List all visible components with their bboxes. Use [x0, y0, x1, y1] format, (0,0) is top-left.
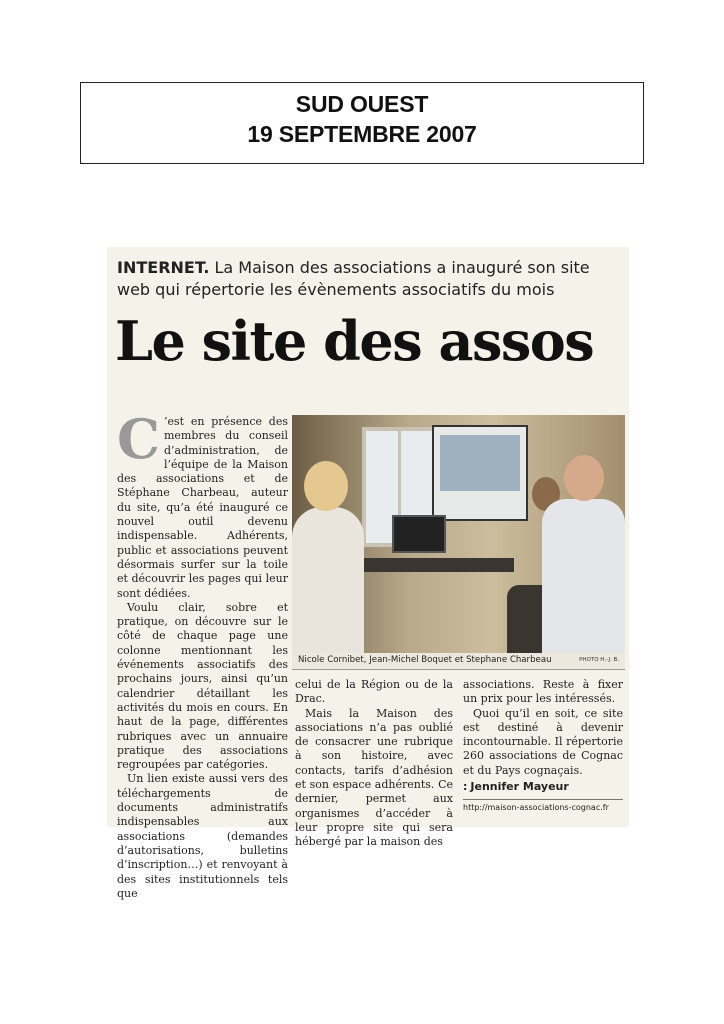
- article-column-1: [117, 407, 288, 901]
- article-column-3: [463, 678, 623, 794]
- paragraph: C ’est en présence des membres du conseil d’administration, de l’équipe de la Maison des associations et de Stéphane Charbeau, auteur du site, qu’a été inauguré ce nouvel outil devenu indispensable. Adhérents, public et associations peuvent désormais surfer sur la toile et découvrir les pages qui leur sont dédiées.: [117, 407, 288, 600]
- article-column-2: [295, 678, 453, 850]
- header-box: [80, 82, 644, 164]
- paragraph: Voulu clair, sobre et pratique, on découvre sur le côté de chaque page une colonne mentionnant les événements associatifs des prochains jours, ainsi qu’un calendrier détaillant les activités du mois en cours. En haut de la page, différentes rubriques avec un annuaire pratique des associations regroupées par catégories.: [117, 600, 288, 772]
- paragraph: Mais la Maison des associations n’a pas oublié de consacrer une rubrique à son histoire, avec contacts, tarifs d’adhésion et son espace adhérents. Ce dernier, permet aux organismes d’accéder à leur propre site qui sera hébergé par la maison des: [295, 706, 453, 849]
- photo-credit: PHOTO H.-J. B.: [579, 657, 619, 663]
- person-1-figure: [292, 507, 364, 653]
- author-name: Jennifer Mayeur: [470, 780, 569, 794]
- photo-caption: [292, 653, 625, 670]
- kicker: [117, 257, 622, 301]
- headline: Le site des assos: [115, 309, 594, 373]
- kicker-label: INTERNET.: [117, 258, 210, 277]
- paragraph: associations. Reste à fixer un prix pour les intéressés.: [463, 678, 623, 706]
- paragraph: celui de la Région ou de la Drac.: [295, 678, 453, 706]
- drop-cap: C: [117, 407, 160, 471]
- person-3-figure: [542, 499, 625, 653]
- paragraph: Quoi qu’il en soit, ce site est destiné à devenir incontournable. Il répertorie 260 associations de Cognac et du Pays cognaçais.: [463, 706, 623, 777]
- laptop-image: [392, 515, 446, 553]
- newspaper-name: SUD OUEST: [295, 91, 429, 117]
- person-3-head: [564, 455, 604, 501]
- table-image: [364, 558, 514, 572]
- person-1-head: [304, 461, 348, 511]
- kicker-text: La Maison des associations a inauguré son site web qui répertorie les évènements associatifs du mois: [117, 258, 590, 299]
- website-url[interactable]: http://maison-associations-cognac.fr: [463, 799, 623, 812]
- signature-mark: :: [463, 780, 468, 794]
- caption-text: Nicole Cornibet, Jean-Michel Boquet et Stephane Charbeau: [298, 655, 552, 665]
- author-signature: [463, 780, 623, 794]
- article-photo: [292, 415, 625, 653]
- projection-screen-image: [432, 425, 528, 521]
- newspaper-clipping: [107, 247, 629, 900]
- publication-date: 19 SEPTEMBRE 2007: [247, 121, 477, 147]
- paragraph: Un lien existe aussi vers des téléchargements de documents administratifs indispensables aux associations (demandes d’autorisations, bulletins d’inscription…) et renvoyant à des sites institutionnels tels que: [117, 772, 288, 900]
